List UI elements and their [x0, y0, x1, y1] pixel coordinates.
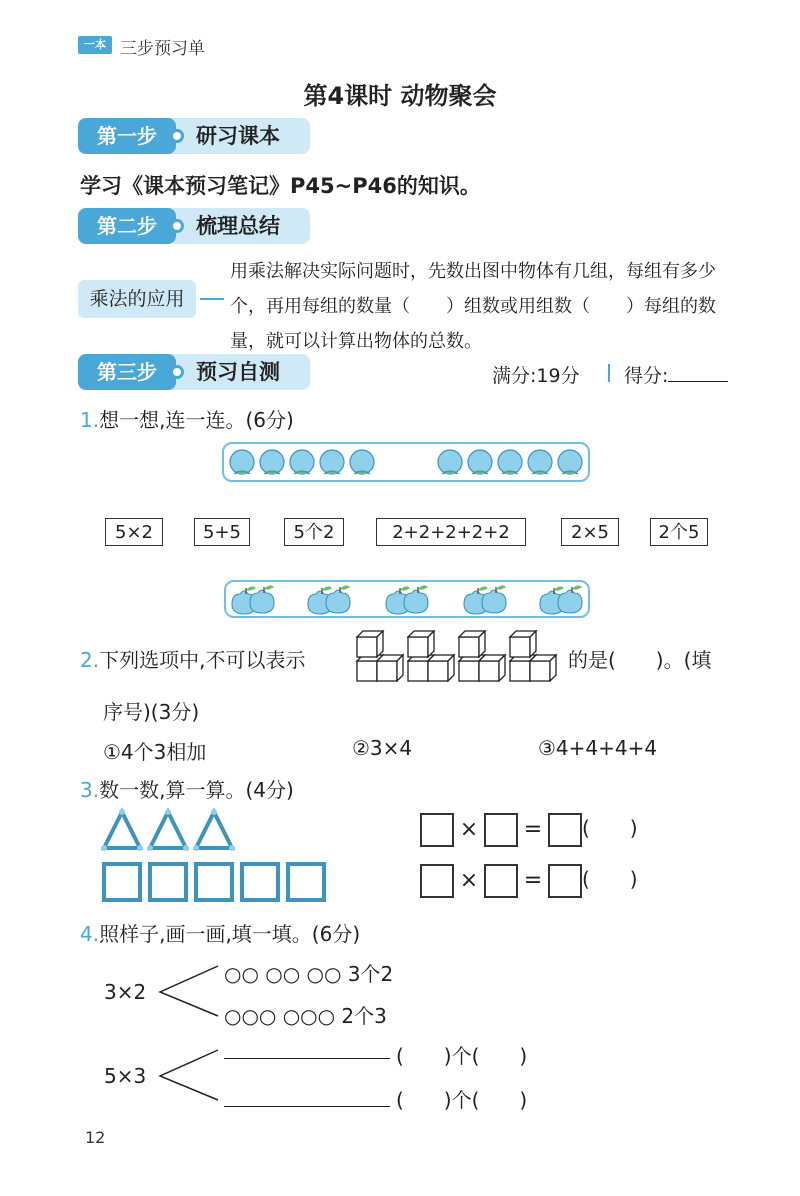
peach-icon	[438, 450, 462, 474]
question-number: 1.	[80, 408, 100, 432]
times-sign: ×	[459, 868, 479, 893]
step-number: 第二步	[78, 208, 176, 244]
step-number: 第一步	[78, 118, 176, 154]
step-dot-icon	[170, 365, 184, 379]
expression-box[interactable]: 5×2	[105, 518, 163, 546]
branch-bracket-icon	[156, 962, 222, 1020]
answer-box[interactable]	[420, 864, 454, 898]
page-title: 第4课时 动物聚会	[303, 82, 497, 110]
step-label: 梳理总结	[196, 214, 280, 238]
drawing-line[interactable]	[224, 1106, 390, 1107]
concept-text: 用乘法解决实际问题时，先数出图中物体有几组，每组有多少个，再用每组的数量（ ）组数或用组数（ ）每组的数量，就可以计算出物体的总数。	[230, 261, 716, 352]
drawing-line[interactable]	[224, 1058, 390, 1059]
question-number: 2.	[80, 648, 100, 672]
peach-icon	[468, 450, 492, 474]
question-number: 3.	[80, 778, 100, 802]
question-number: 4.	[80, 922, 100, 946]
option-3[interactable]: ③4+4+4+4	[538, 736, 658, 760]
expression-box[interactable]: 5个2	[284, 518, 344, 546]
step-two-header	[78, 208, 310, 244]
step-label: 研习课本	[196, 124, 280, 148]
example-line-1: ○○ ○○ ○○ 3个2	[224, 962, 394, 986]
option-1[interactable]: ①4个3相加	[103, 740, 207, 764]
concept-label: 乘法的应用	[78, 280, 196, 318]
cube-stacks-icon	[355, 630, 560, 682]
equation-row-1	[420, 812, 638, 847]
question-text-continued: 的是( )。(填	[568, 648, 712, 672]
unit-paren[interactable]: ( )	[582, 867, 638, 891]
question-text: 下列选项中,不可以表示	[99, 648, 306, 672]
step-three-header	[78, 354, 310, 390]
fill-blank[interactable]: ( )个( )	[396, 1088, 528, 1112]
peach-icon	[230, 450, 254, 474]
pear-pair-icon	[464, 585, 506, 614]
matchstick-squares-icon	[100, 860, 328, 904]
branch-bracket-icon	[156, 1046, 222, 1104]
peach-icon	[558, 450, 582, 474]
question-2-title	[80, 644, 305, 673]
expression-box[interactable]: 2×5	[561, 518, 619, 546]
pear-pair-icon	[386, 585, 428, 614]
brand-logo: 一本	[78, 36, 112, 54]
times-sign: ×	[459, 817, 479, 842]
step-label: 预习自测	[196, 360, 280, 384]
peach-icon	[290, 450, 314, 474]
option-2[interactable]: ②3×4	[352, 736, 413, 760]
peach-icon	[528, 450, 552, 474]
unit-paren[interactable]: ( )	[582, 816, 638, 840]
answer-box[interactable]	[484, 864, 518, 898]
question-1-title	[80, 404, 294, 433]
pear-pair-icon	[308, 585, 350, 614]
example-line-2: ○○○ ○○○ 2个3	[224, 1004, 387, 1028]
answer-box[interactable]	[484, 813, 518, 847]
peach-picture	[222, 442, 590, 482]
score-label: 得分:	[624, 365, 669, 387]
full-score: 满分:19分	[492, 365, 580, 387]
fill-blank[interactable]: ( )个( )	[396, 1044, 528, 1068]
pear-pair-icon	[232, 585, 274, 614]
task-expression: 5×3	[104, 1064, 147, 1088]
step-dot-icon	[170, 219, 184, 233]
answer-box[interactable]	[548, 864, 582, 898]
question-text: 数一数,算一算。(4分)	[99, 778, 294, 802]
score-field[interactable]	[624, 361, 728, 388]
equals-sign: =	[523, 817, 543, 842]
score-blank[interactable]	[668, 361, 728, 382]
question-3-title	[80, 774, 294, 803]
answer-box[interactable]	[420, 813, 454, 847]
question-text: 想一想,连一连。(6分)	[99, 408, 294, 432]
step-one-text: 学习《课本预习笔记》P45~P46的知识。	[80, 174, 481, 198]
peach-icon	[320, 450, 344, 474]
pear-picture	[224, 580, 590, 618]
step-dot-icon	[170, 129, 184, 143]
page-number: 12	[85, 1128, 106, 1147]
peach-icon	[498, 450, 522, 474]
expression-box[interactable]: 2个5	[650, 518, 708, 546]
pear-pair-icon	[540, 585, 582, 614]
brand-title: 三步预习单	[120, 39, 205, 59]
question-4-title	[80, 918, 360, 947]
answer-box[interactable]	[548, 813, 582, 847]
question-text: 照样子,画一画,填一填。(6分)	[99, 922, 361, 946]
peach-icon	[260, 450, 284, 474]
score-separator	[608, 364, 610, 382]
peach-icon	[350, 450, 374, 474]
peach-icons	[224, 444, 588, 480]
step-number: 第三步	[78, 354, 176, 390]
example-expression: 3×2	[104, 980, 147, 1004]
expression-box[interactable]: 5+5	[194, 518, 250, 546]
equals-sign: =	[523, 868, 543, 893]
equation-row-2	[420, 863, 638, 898]
matchstick-triangles-icon	[100, 808, 240, 852]
connector-line	[200, 298, 224, 300]
question-text-line2: 序号)(3分)	[103, 700, 200, 724]
expression-box[interactable]: 2+2+2+2+2	[376, 518, 526, 546]
step-one-header	[78, 118, 310, 154]
pear-icons	[226, 582, 588, 616]
